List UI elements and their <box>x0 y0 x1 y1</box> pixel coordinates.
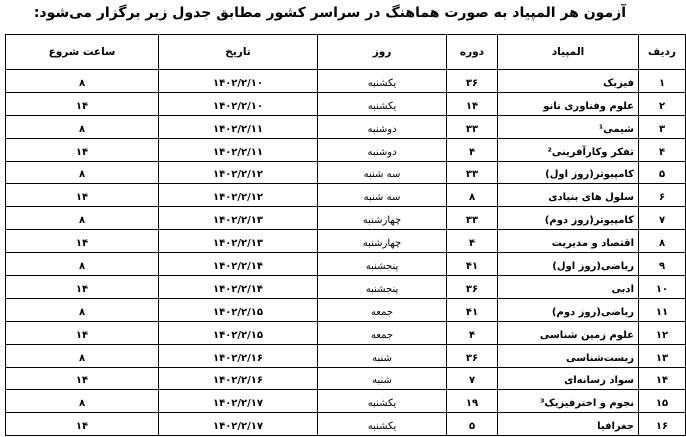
table-row <box>6 70 686 93</box>
cell-saat: ۱۴ <box>6 138 159 161</box>
cell-saat: ۱۴ <box>6 184 159 207</box>
cell-ruz: دوشنبه <box>318 138 447 161</box>
cell-ruz: یکشنبه <box>318 92 447 115</box>
cell-olympiad: ادبی <box>498 276 639 299</box>
cell-olympiad: فیزیک <box>498 70 639 93</box>
cell-tarikh: ۱۴۰۲/۲/۱۰ <box>159 70 318 93</box>
cell-radif: ۱۰ <box>639 276 686 299</box>
cell-dore: ۴۱ <box>447 298 498 321</box>
cell-saat: ۸ <box>6 70 159 93</box>
cell-radif: ۶ <box>639 184 686 207</box>
cell-saat: ۸ <box>6 115 159 138</box>
table-row <box>6 276 686 299</box>
cell-tarikh: ۱۴۰۲/۲/۱۳ <box>159 230 318 253</box>
table-row <box>6 115 686 138</box>
cell-ruz: شنبه <box>318 344 447 367</box>
cell-radif: ۱۱ <box>639 298 686 321</box>
cell-tarikh: ۱۴۰۲/۲/۱۷ <box>159 390 318 413</box>
table-row <box>6 367 686 390</box>
cell-ruz: سه شنبه <box>318 184 447 207</box>
cell-radif: ۵ <box>639 161 686 184</box>
table-row <box>6 207 686 230</box>
cell-olympiad: شیمی¹ <box>498 115 639 138</box>
cell-ruz: یکشنبه <box>318 70 447 93</box>
table-row <box>6 344 686 367</box>
cell-tarikh: ۱۴۰۲/۲/۱۴ <box>159 253 318 276</box>
cell-dore: ۱۴ <box>447 92 498 115</box>
table-row <box>6 138 686 161</box>
cell-ruz: دوشنبه <box>318 115 447 138</box>
table-row <box>6 298 686 321</box>
cell-saat: ۱۴ <box>6 321 159 344</box>
table-row <box>6 161 686 184</box>
cell-olympiad: علوم زمین شناسی <box>498 321 639 344</box>
cell-tarikh: ۱۴۰۲/۲/۱۲ <box>159 161 318 184</box>
header-olympiad: المپیاد <box>498 35 639 70</box>
cell-olympiad: تفکر وکارآفرینی² <box>498 138 639 161</box>
cell-ruz: پنجشنبه <box>318 276 447 299</box>
cell-tarikh: ۱۴۰۲/۲/۱۴ <box>159 276 318 299</box>
cell-ruz: یکشنبه <box>318 390 447 413</box>
cell-saat: ۱۴ <box>6 92 159 115</box>
cell-dore: ۷ <box>447 367 498 390</box>
cell-saat: ۸ <box>6 253 159 276</box>
cell-ruz: جمعه <box>318 298 447 321</box>
header-saat: ساعت شروع <box>6 35 159 70</box>
cell-dore: ۴ <box>447 230 498 253</box>
cell-radif: ۷ <box>639 207 686 230</box>
cell-olympiad: سلول های بنیادی <box>498 184 639 207</box>
cell-tarikh: ۱۴۰۲/۲/۱۷ <box>159 413 318 436</box>
cell-dore: ۵ <box>447 413 498 436</box>
cell-saat: ۸ <box>6 207 159 230</box>
cell-tarikh: ۱۴۰۲/۲/۱۵ <box>159 321 318 344</box>
cell-radif: ۱ <box>639 70 686 93</box>
table-row <box>6 253 686 276</box>
cell-tarikh: ۱۴۰۲/۲/۱۶ <box>159 344 318 367</box>
cell-dore: ۸ <box>447 184 498 207</box>
cell-saat: ۱۴ <box>6 230 159 253</box>
cell-ruz: پنجشنبه <box>318 253 447 276</box>
cell-dore: ۳۶ <box>447 344 498 367</box>
header-dore: دوره <box>447 35 498 70</box>
cell-saat: ۸ <box>6 161 159 184</box>
cell-ruz: جمعه <box>318 321 447 344</box>
cell-saat: ۸ <box>6 344 159 367</box>
cell-tarikh: ۱۴۰۲/۲/۱۵ <box>159 298 318 321</box>
cell-dore: ۳۶ <box>447 70 498 93</box>
table-header <box>6 35 686 70</box>
header-radif: ردیف <box>639 35 686 70</box>
cell-dore: ۴ <box>447 138 498 161</box>
cell-ruz: شنبه <box>318 367 447 390</box>
table-row <box>6 390 686 413</box>
cell-dore: ۴ <box>447 321 498 344</box>
cell-radif: ۴ <box>639 138 686 161</box>
cell-ruz: چهارشنبه <box>318 230 447 253</box>
table-row <box>6 413 686 436</box>
cell-ruz: یکشنبه <box>318 413 447 436</box>
cell-tarikh: ۱۴۰۲/۲/۱۳ <box>159 207 318 230</box>
cell-olympiad: کامپیوتر(روز دوم) <box>498 207 639 230</box>
cell-olympiad: نجوم و اخترفیزیک³ <box>498 390 639 413</box>
cell-radif: ۱۶ <box>639 413 686 436</box>
table-row <box>6 92 686 115</box>
cell-radif: ۱۳ <box>639 344 686 367</box>
table-row <box>6 184 686 207</box>
cell-tarikh: ۱۴۰۲/۲/۱۶ <box>159 367 318 390</box>
cell-saat: ۱۴ <box>6 276 159 299</box>
cell-olympiad: علوم وفناوری نانو <box>498 92 639 115</box>
cell-radif: ۸ <box>639 230 686 253</box>
cell-radif: ۱۵ <box>639 390 686 413</box>
table-row <box>6 230 686 253</box>
cell-radif: ۱۲ <box>639 321 686 344</box>
cell-radif: ۲ <box>639 92 686 115</box>
cell-radif: ۹ <box>639 253 686 276</box>
cell-dore: ۱۹ <box>447 390 498 413</box>
cell-saat: ۱۴ <box>6 413 159 436</box>
cell-dore: ۳۳ <box>447 115 498 138</box>
cell-radif: ۳ <box>639 115 686 138</box>
cell-saat: ۸ <box>6 298 159 321</box>
cell-olympiad: جغرافیا <box>498 413 639 436</box>
header-tarikh: تاریخ <box>159 35 318 70</box>
olympiad-schedule-table <box>5 34 686 436</box>
page-heading: آزمون هر المپیاد به صورت هماهنگ در سراسر کشور مطابق جدول زیر برگزار می‌شود: <box>33 5 626 21</box>
cell-dore: ۳۶ <box>447 276 498 299</box>
cell-olympiad: اقتصاد و مدیریت <box>498 230 639 253</box>
header-ruz: روز <box>318 35 447 70</box>
cell-olympiad: ریاضی(روز اول) <box>498 253 639 276</box>
cell-radif: ۱۴ <box>639 367 686 390</box>
cell-dore: ۴۱ <box>447 253 498 276</box>
table-body <box>6 70 686 436</box>
cell-olympiad: کامپیوتر(روز اول) <box>498 161 639 184</box>
cell-tarikh: ۱۴۰۲/۲/۱۱ <box>159 138 318 161</box>
cell-olympiad: سواد رسانه‌ای <box>498 367 639 390</box>
cell-ruz: سه شنبه <box>318 161 447 184</box>
cell-dore: ۳۳ <box>447 207 498 230</box>
cell-olympiad: زیست‌شناسی <box>498 344 639 367</box>
cell-tarikh: ۱۴۰۲/۲/۱۱ <box>159 115 318 138</box>
cell-saat: ۸ <box>6 390 159 413</box>
cell-tarikh: ۱۴۰۲/۲/۱۰ <box>159 92 318 115</box>
cell-dore: ۳۳ <box>447 161 498 184</box>
table-row <box>6 321 686 344</box>
header-row <box>6 35 686 70</box>
cell-tarikh: ۱۴۰۲/۲/۱۲ <box>159 184 318 207</box>
cell-olympiad: ریاضی(روز دوم) <box>498 298 639 321</box>
cell-ruz: چهارشنبه <box>318 207 447 230</box>
cell-saat: ۱۴ <box>6 367 159 390</box>
